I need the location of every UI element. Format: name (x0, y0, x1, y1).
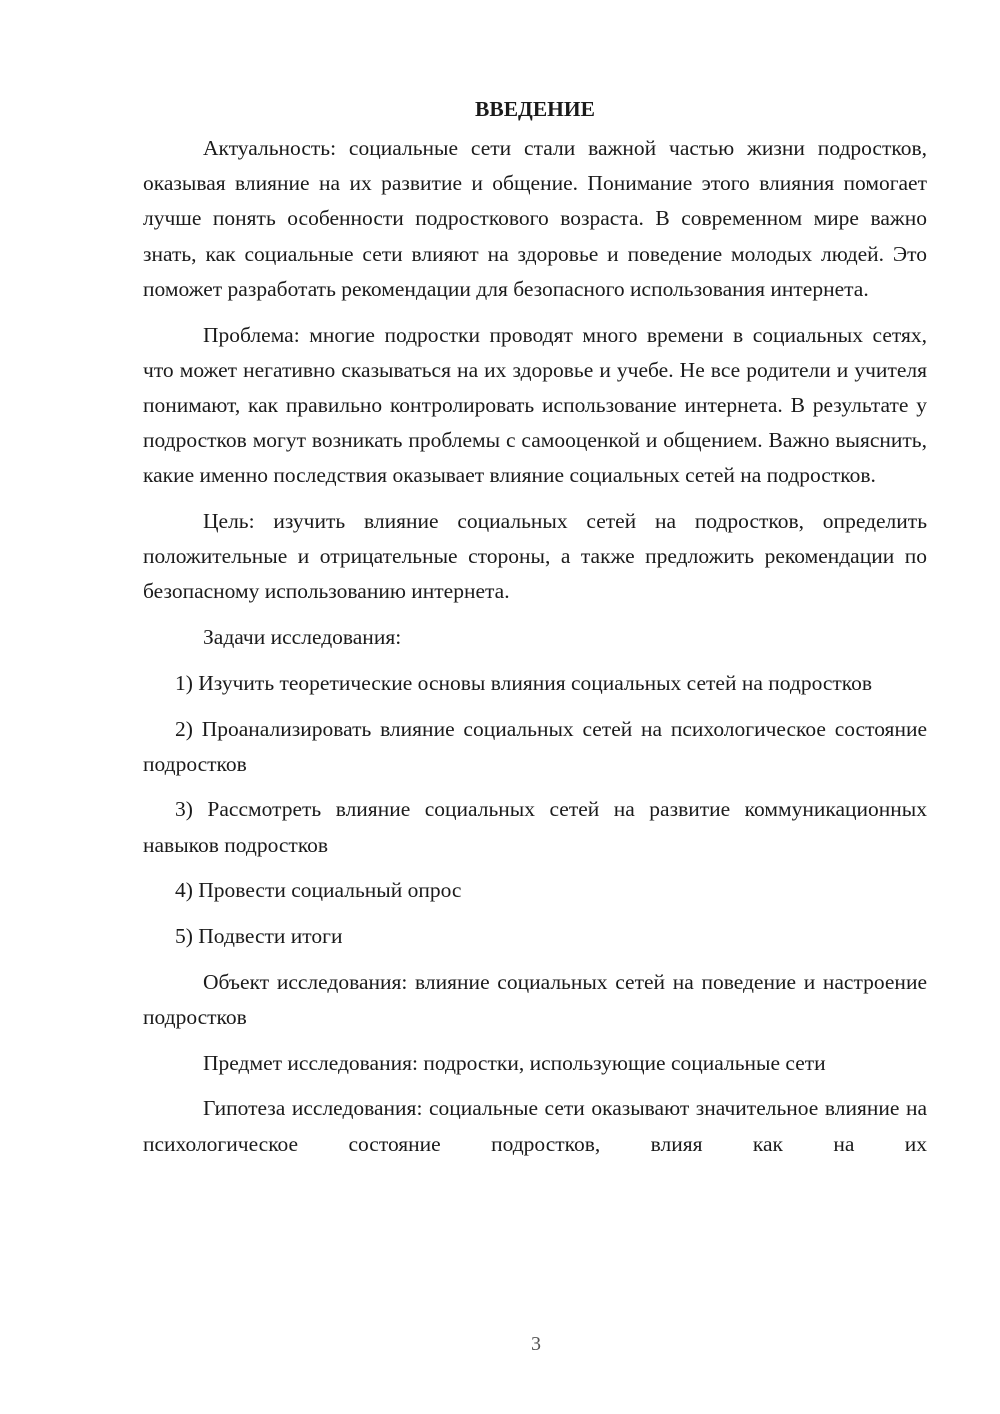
paragraph-goal: Цель: изучить влияние социальных сетей на подростков, определить положительные и отрицательные стороны, а также предложить рекомендации по безопасному использованию интернета. (143, 509, 927, 604)
section-title: ВВЕДЕНИЕ (475, 97, 595, 121)
tasks-heading: Задачи исследования: (203, 625, 402, 650)
paragraph-object: Объект исследования: влияние социальных сетей на поведение и настроение подростков (143, 969, 927, 1029)
page-number: 3 (531, 1333, 541, 1355)
document-body (143, 92, 927, 1162)
task-item-3: 3) Рассмотреть влияние социальных сетей на развитие коммуникационных навыков подростков (143, 797, 927, 857)
task-item-4: 4) Провести социальный опрос (175, 878, 462, 903)
paragraph-subject: Предмет исследования: подростки, использующие социальные сети (203, 1050, 826, 1075)
task-item-2: 2) Проанализировать влияние социальных сетей на психологическое состояние подростков (143, 716, 927, 776)
paragraph-hypothesis: Гипотеза исследования: социальные сети оказывают значительное влияние на психологическое состояние подростков, влияя как на их (143, 1096, 927, 1156)
paragraph-problem: Проблема: многие подростки проводят много времени в социальных сетях, что может негативно сказываться на их здоровье и учебе. Не все родители и учителя понимают, как правильно контролировать использование интернета. В результате у подростков могут возникать проблемы с самооценкой и общением. Важно выяснить, какие именно последствия оказывает влияние социальных сетей на подростков. (143, 322, 927, 488)
task-item-1: 1) Изучить теоретические основы влияния социальных сетей на подростков (175, 670, 873, 695)
task-item-5: 5) Подвести итоги (175, 924, 343, 949)
paragraph-relevance: Актуальность: социальные сети стали важной частью жизни подростков, оказывая влияние на их развитие и общение. Понимание этого влияния помогает лучше понять особенности подросткового возраста. В современном мире важно знать, как социальные сети влияют на здоровье и поведение молодых людей. Это поможет разработать рекомендации для безопасного использования интернета. (143, 136, 927, 301)
